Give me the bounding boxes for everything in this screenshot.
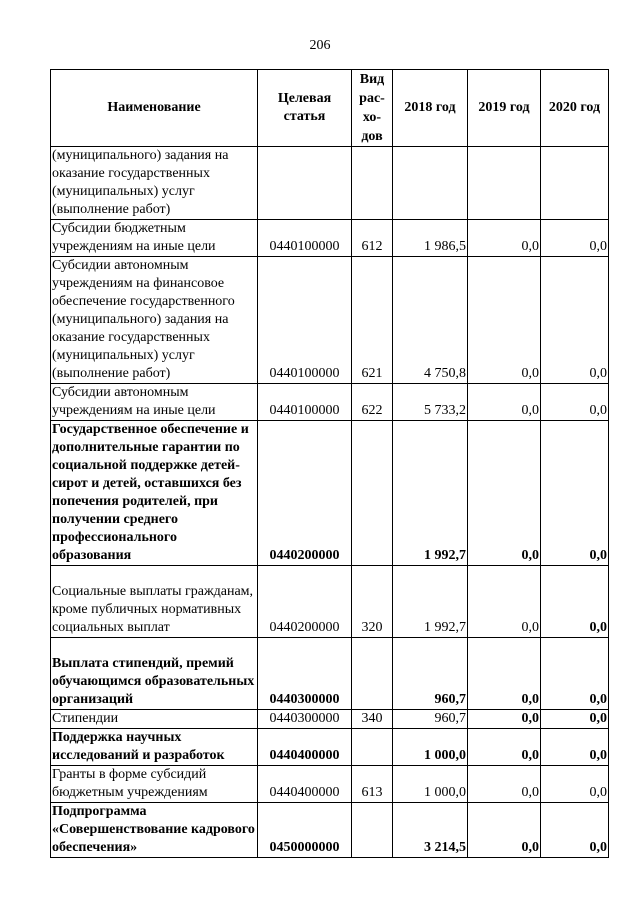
table-row bbox=[51, 220, 609, 257]
budget-table bbox=[50, 69, 609, 858]
table-row bbox=[51, 710, 609, 729]
row-code: 0440200000 bbox=[258, 566, 352, 638]
row-vid: 320 bbox=[352, 566, 393, 638]
row-2018 bbox=[393, 147, 468, 220]
row-code bbox=[258, 147, 352, 220]
row-code: 0440300000 bbox=[258, 710, 352, 729]
row-code: 0440400000 bbox=[258, 729, 352, 766]
header-2018: 2018 год bbox=[393, 70, 468, 147]
row-code: 0440300000 bbox=[258, 638, 352, 710]
row-2018: 1 992,7 bbox=[393, 566, 468, 638]
row-vid: 340 bbox=[352, 710, 393, 729]
table-row bbox=[51, 257, 609, 384]
row-vid: 621 bbox=[352, 257, 393, 384]
row-vid: 613 bbox=[352, 766, 393, 803]
row-2019: 0,0 bbox=[468, 421, 541, 566]
row-vid: 612 bbox=[352, 220, 393, 257]
row-2019: 0,0 bbox=[468, 710, 541, 729]
row-2019: 0,0 bbox=[468, 729, 541, 766]
row-2018: 960,7 bbox=[393, 638, 468, 710]
row-name: Подпрограмма «Совершенствование кадрового обеспечения» bbox=[51, 803, 258, 858]
header-name: Наименование bbox=[51, 70, 258, 147]
row-vid bbox=[352, 147, 393, 220]
row-vid bbox=[352, 729, 393, 766]
row-code: 0440100000 bbox=[258, 220, 352, 257]
table-row bbox=[51, 729, 609, 766]
row-code: 0440200000 bbox=[258, 421, 352, 566]
row-2018: 1 992,7 bbox=[393, 421, 468, 566]
row-name: Выплата стипендий, премий обучающимся образовательных организаций bbox=[51, 638, 258, 710]
table-row bbox=[51, 766, 609, 803]
header-row bbox=[51, 70, 609, 147]
row-2020: 0,0 bbox=[541, 384, 609, 421]
table-row bbox=[51, 421, 609, 566]
page-number: 206 bbox=[309, 38, 331, 53]
row-2018: 3 214,5 bbox=[393, 803, 468, 858]
row-name: Государственное обеспечение и дополнительные гарантии по социальной поддержке детей-сирот и детей, оставшихся без попечения родителей, при получении среднего профессионального образования bbox=[51, 421, 258, 566]
row-2019: 0,0 bbox=[468, 220, 541, 257]
row-name: (муниципального) задания на оказание государственных (муниципальных) услуг (выполнение работ) bbox=[51, 147, 258, 220]
row-code: 0440400000 bbox=[258, 766, 352, 803]
row-code: 0450000000 bbox=[258, 803, 352, 858]
header-2020: 2020 год bbox=[541, 70, 609, 147]
row-2019: 0,0 bbox=[468, 638, 541, 710]
row-2018: 5 733,2 bbox=[393, 384, 468, 421]
row-name: Субсидии бюджетным учреждениям на иные цели bbox=[51, 220, 258, 257]
row-name: Субсидии автономным учреждениям на финансовое обеспечение государственного (муниципального) задания на оказание государственных (муниципальных) услуг (выполнение работ) bbox=[51, 257, 258, 384]
table-row bbox=[51, 803, 609, 858]
row-2020: 0,0 bbox=[541, 220, 609, 257]
row-2019: 0,0 bbox=[468, 384, 541, 421]
row-2018: 1 000,0 bbox=[393, 729, 468, 766]
row-2018: 1 986,5 bbox=[393, 220, 468, 257]
row-2020: 0,0 bbox=[541, 257, 609, 384]
row-code: 0440100000 bbox=[258, 384, 352, 421]
row-2020: 0,0 bbox=[541, 421, 609, 566]
table-row bbox=[51, 147, 609, 220]
row-2018: 4 750,8 bbox=[393, 257, 468, 384]
row-2020: 0,0 bbox=[541, 710, 609, 729]
row-2020: 0,0 bbox=[541, 638, 609, 710]
row-vid bbox=[352, 421, 393, 566]
table-row bbox=[51, 384, 609, 421]
row-2020: 0,0 bbox=[541, 566, 609, 638]
row-2020: 0,0 bbox=[541, 803, 609, 858]
row-code: 0440100000 bbox=[258, 257, 352, 384]
row-2019: 0,0 bbox=[468, 766, 541, 803]
header-2019: 2019 год bbox=[468, 70, 541, 147]
row-vid: 622 bbox=[352, 384, 393, 421]
row-vid bbox=[352, 803, 393, 858]
row-name: Социальные выплаты гражданам, кроме публичных нормативных социальных выплат bbox=[51, 566, 258, 638]
row-name: Стипендии bbox=[51, 710, 258, 729]
row-vid bbox=[352, 638, 393, 710]
row-2019: 0,0 bbox=[468, 257, 541, 384]
row-2019: 0,0 bbox=[468, 803, 541, 858]
table-row bbox=[51, 638, 609, 710]
row-2020: 0,0 bbox=[541, 766, 609, 803]
row-2019: 0,0 bbox=[468, 566, 541, 638]
row-2020: 0,0 bbox=[541, 729, 609, 766]
row-2018: 1 000,0 bbox=[393, 766, 468, 803]
header-expense-type: Вид рас-хо-дов bbox=[352, 70, 393, 147]
table-row bbox=[51, 566, 609, 638]
row-name: Поддержка научных исследований и разработок bbox=[51, 729, 258, 766]
header-target-article: Целевая статья bbox=[258, 70, 352, 147]
row-name: Субсидии автономным учреждениям на иные цели bbox=[51, 384, 258, 421]
row-2020 bbox=[541, 147, 609, 220]
row-name: Гранты в форме субсидий бюджетным учреждениям bbox=[51, 766, 258, 803]
row-2019 bbox=[468, 147, 541, 220]
row-2018: 960,7 bbox=[393, 710, 468, 729]
